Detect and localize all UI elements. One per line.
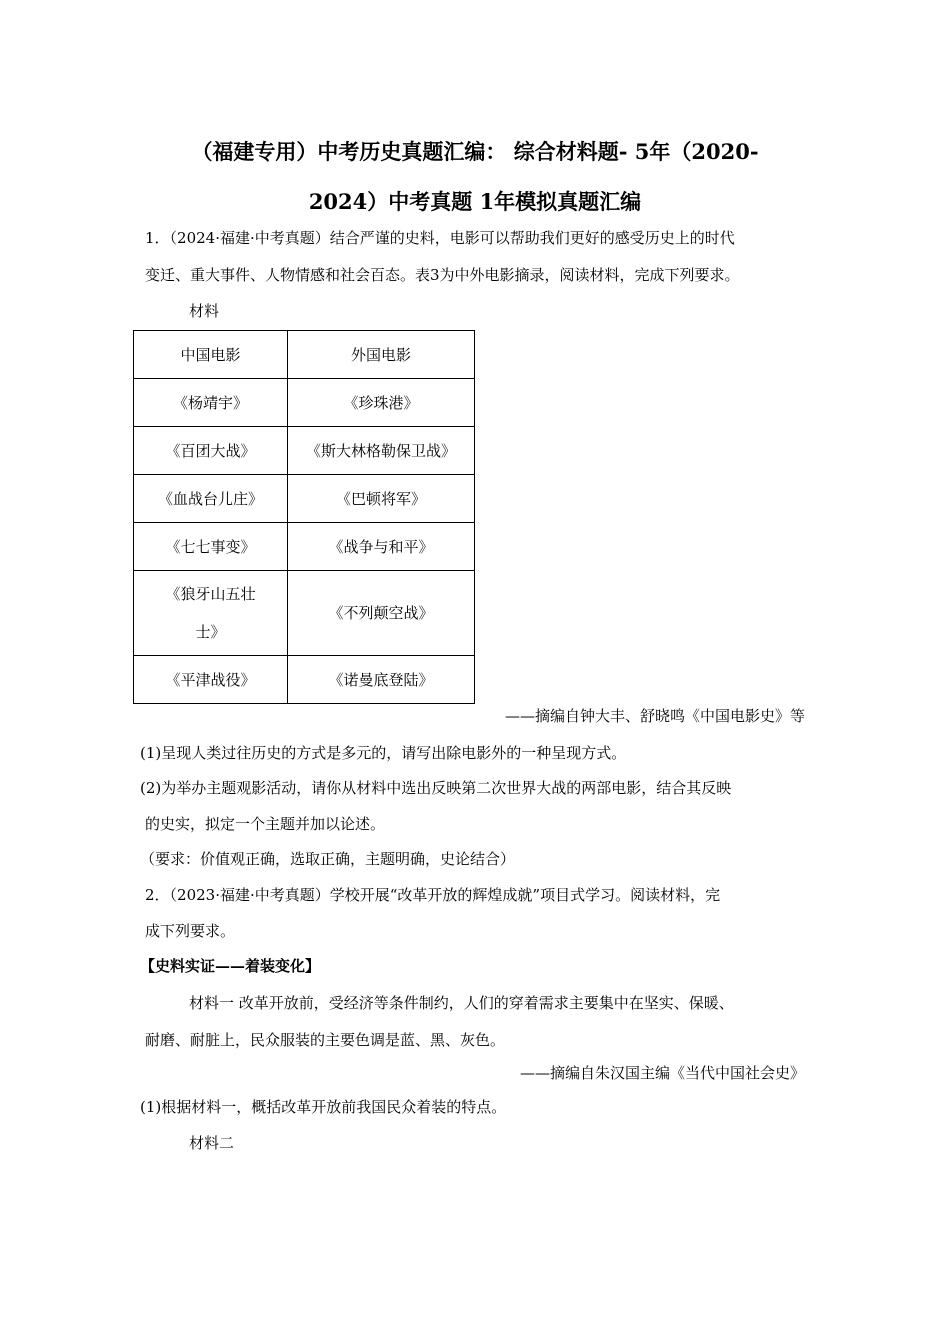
table-header-foreign-films: 外国电影 <box>288 331 475 379</box>
table-row <box>134 523 475 571</box>
document-title-line-1: （福建专用）中考历史真题汇编： 综合材料题- 5年（2020- <box>191 139 759 164</box>
table-header-row <box>134 331 475 379</box>
section-heading: 【史料实证——着装变化】 <box>140 957 321 975</box>
table-row <box>134 427 475 475</box>
table-header-chinese-films: 中国电影 <box>134 331 288 379</box>
question-2-stem-line-2: 成下列要求。 <box>145 922 236 940</box>
table-cell: 《巴顿将军》 <box>288 475 475 523</box>
material-2-label: 材料二 <box>189 1134 235 1152</box>
material-1-source-citation: ——摘编自朱汉国主编《当代中国社会史》 <box>519 1064 805 1082</box>
question-1-sub-1: (1)呈现人类过往历史的方式是多元的，请写出除电影外的一种呈现方式。 <box>140 744 627 762</box>
document-title-line-2: 2024）中考真题 1年模拟真题汇编 <box>308 189 642 214</box>
table-row <box>134 475 475 523</box>
film-table <box>133 330 475 704</box>
question-1-stem-line-2: 变迁、重大事件、人物情感和社会百态。表3为中外电影摘录，阅读材料，完成下列要求。 <box>145 266 740 284</box>
question-1-stem-line-1: 1．（2024·福建·中考真题）结合严谨的史料，电影可以帮助我们更好的感受历史上的时代 <box>145 229 735 247</box>
material-source-citation: ——摘编自钟大丰、舒晓鸣《中国电影史》等 <box>504 707 805 725</box>
material-label: 材料 <box>189 302 220 320</box>
table-cell: 《杨靖宇》 <box>134 379 288 427</box>
table-cell: 《诺曼底登陆》 <box>288 656 475 704</box>
table-cell: 《战争与和平》 <box>288 523 475 571</box>
table-cell: 《血战台儿庄》 <box>134 475 288 523</box>
question-2-sub-1: (1)根据材料一，概括改革开放前我国民众着装的特点。 <box>140 1098 507 1116</box>
table-row <box>134 656 475 704</box>
table-cell: 《珍珠港》 <box>288 379 475 427</box>
question-1-sub-2-line-1: (2)为举办主题观影活动，请你从材料中选出反映第二次世界大战的两部电影，结合其反映 <box>140 779 732 797</box>
question-1-requirement: （要求：价值观正确，选取正确，主题明确，史论结合） <box>140 850 516 868</box>
table-row <box>134 379 475 427</box>
table-row <box>134 571 475 656</box>
table-cell: 《斯大林格勒保卫战》 <box>288 427 475 475</box>
question-1-sub-2-line-2: 的史实，拟定一个主题并加以论述。 <box>145 815 386 833</box>
table-cell: 《狼牙山五壮士》 <box>134 571 288 656</box>
table-cell: 《百团大战》 <box>134 427 288 475</box>
table-cell: 《平津战役》 <box>134 656 288 704</box>
material-1-line-1: 材料一 改革开放前，受经济等条件制约，人们的穿着需求主要集中在坚实、保暖、 <box>189 994 734 1012</box>
table-cell: 《七七事变》 <box>134 523 288 571</box>
question-2-stem-line-1: 2．（2023·福建·中考真题）学校开展“改革开放的辉煌成就”项目式学习。阅读材料，完 <box>145 886 721 904</box>
material-1-line-2: 耐磨、耐脏上，民众服装的主要色调是蓝、黑、灰色。 <box>145 1031 506 1049</box>
table-cell: 《不列颠空战》 <box>288 571 475 656</box>
